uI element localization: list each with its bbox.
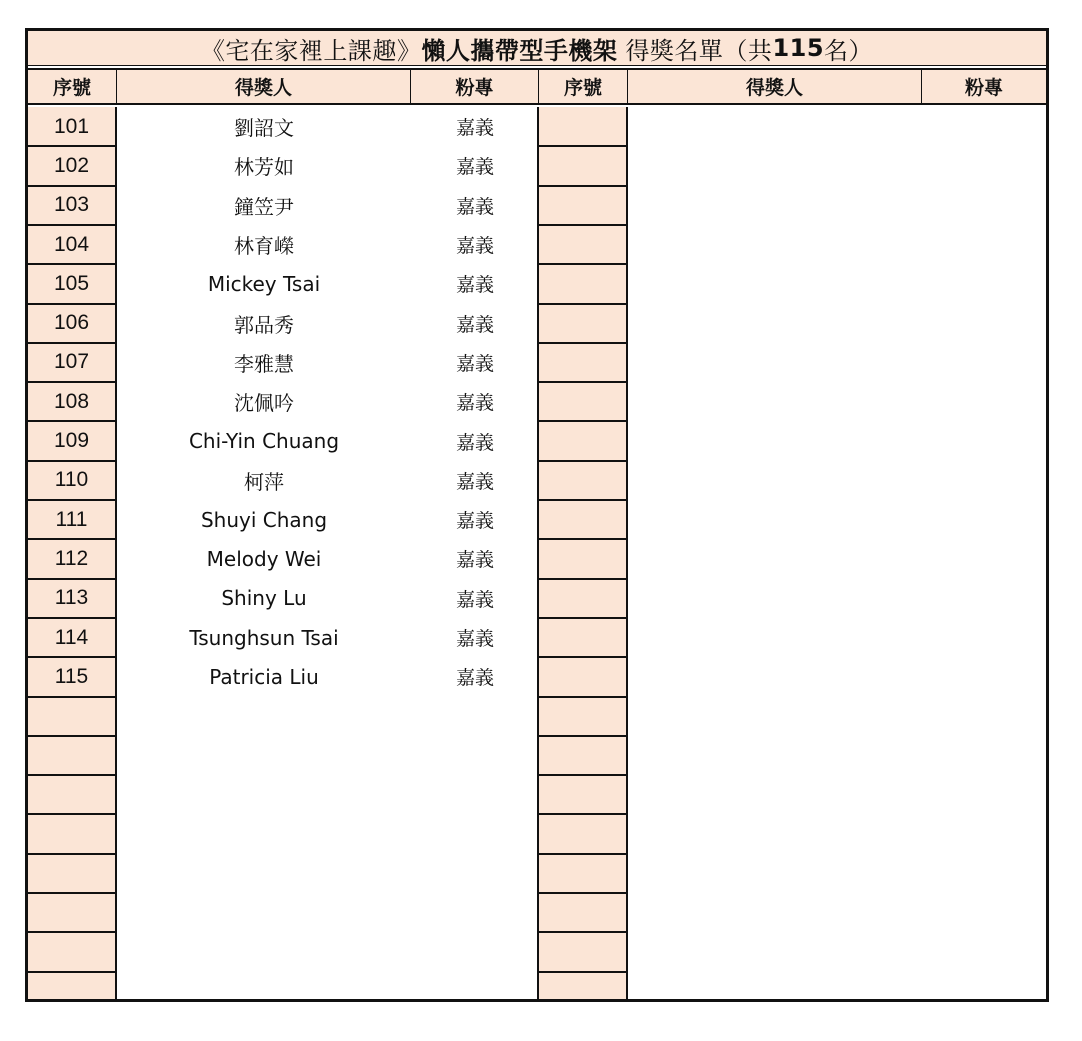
left-row-divider	[28, 892, 115, 894]
left-row-divider	[28, 774, 115, 776]
winner-number: 104	[53, 232, 90, 256]
winner-name: 李雅慧	[234, 351, 294, 376]
right-row-divider	[539, 696, 626, 698]
winner-number: 112	[54, 546, 89, 570]
winner-name: 劉詔文	[234, 116, 294, 141]
winner-number: 109	[53, 429, 90, 453]
winner-list-sheet	[25, 28, 1049, 1002]
winner-name: 林芳如	[234, 155, 294, 180]
right-row-divider	[539, 617, 626, 619]
winner-fanpage: 嘉義	[455, 470, 494, 493]
winner-number: 111	[55, 507, 88, 531]
winner-name: 郭品秀	[234, 312, 294, 337]
winner-number: 103	[53, 193, 90, 217]
title-prefix: 《宅在家裡上課趣》	[200, 36, 422, 65]
title-product: 懶人攜帶型手機架	[421, 36, 618, 65]
winner-fanpage: 嘉義	[455, 117, 494, 140]
winner-fanpage: 嘉義	[455, 235, 494, 258]
right-fanpage-column	[922, 107, 1046, 999]
winner-fanpage: 嘉義	[455, 628, 494, 651]
right-row-divider	[539, 381, 626, 383]
left-number-column	[28, 107, 117, 999]
winner-name: Melody Wei	[206, 546, 322, 571]
right-row-divider	[539, 813, 626, 815]
winner-number: 106	[53, 311, 90, 335]
header-right-fanpage: 粉專	[964, 77, 1003, 99]
left-row-divider	[28, 813, 115, 815]
header-right-number: 序號	[539, 70, 628, 103]
right-row-divider	[539, 971, 626, 973]
right-row-divider	[539, 735, 626, 737]
right-row-divider	[539, 656, 626, 658]
winner-fanpage: 嘉義	[455, 195, 494, 218]
winner-number: 114	[54, 625, 89, 649]
winner-name: Shuyi Chang	[200, 507, 328, 532]
winner-name: Chi-Yin Chuang	[188, 429, 340, 454]
right-row-divider	[539, 420, 626, 422]
winner-name: 林育嶸	[234, 234, 294, 259]
right-row-divider	[539, 460, 626, 462]
header-right-winner: 得獎人	[628, 70, 922, 103]
left-fanpage-column	[411, 107, 539, 999]
winner-fanpage: 嘉義	[455, 313, 494, 336]
winner-fanpage: 嘉義	[455, 352, 494, 375]
right-row-divider	[539, 263, 626, 265]
winner-fanpage: 嘉義	[455, 156, 494, 179]
winner-fanpage: 嘉義	[455, 667, 494, 690]
header-left-number: 序號	[28, 70, 117, 103]
right-row-divider	[539, 499, 626, 501]
left-row-divider	[28, 931, 115, 933]
left-row-divider	[28, 853, 115, 855]
winner-fanpage: 嘉義	[455, 588, 494, 611]
winner-number: 115	[54, 664, 89, 688]
winner-number: 105	[53, 271, 90, 295]
winner-fanpage: 嘉義	[455, 274, 494, 297]
right-row-divider	[539, 303, 626, 305]
left-row-divider	[28, 735, 115, 737]
winner-name: Patricia Liu	[209, 664, 319, 689]
table-body	[28, 107, 1046, 999]
title-list: 得獎名單（共	[625, 36, 773, 65]
right-row-divider	[539, 578, 626, 580]
column-header-row	[28, 68, 1046, 105]
winner-number: 113	[54, 586, 89, 610]
winner-number: 110	[54, 468, 89, 492]
right-row-divider	[539, 538, 626, 540]
left-winner-column	[117, 107, 411, 999]
winner-name: 柯萍	[244, 469, 284, 494]
winner-fanpage: 嘉義	[455, 392, 494, 415]
winner-name: Mickey Tsai	[207, 271, 321, 296]
winner-number: 108	[53, 389, 90, 413]
right-row-divider	[539, 853, 626, 855]
title-count: 115	[772, 34, 825, 62]
winner-name: Shiny Lu	[221, 586, 307, 611]
right-row-divider	[539, 931, 626, 933]
title-suffix: 名）	[824, 36, 874, 65]
winner-number: 107	[53, 350, 90, 374]
winner-number: 101	[53, 114, 90, 138]
right-row-divider	[539, 774, 626, 776]
winner-fanpage: 嘉義	[455, 431, 494, 454]
left-row-divider	[28, 971, 115, 973]
right-winner-column	[628, 107, 922, 999]
winner-fanpage: 嘉義	[455, 510, 494, 533]
document-title	[28, 31, 1046, 66]
right-row-divider	[539, 185, 626, 187]
right-row-divider	[539, 892, 626, 894]
right-row-divider	[539, 224, 626, 226]
right-row-divider	[539, 145, 626, 147]
winner-name: 鐘笠尹	[234, 194, 294, 219]
winner-number: 102	[53, 153, 90, 177]
header-left-winner: 得獎人	[117, 70, 411, 103]
header-left-fanpage: 粉專	[411, 70, 539, 103]
winner-name: 沈佩吟	[234, 391, 294, 416]
right-row-divider	[539, 342, 626, 344]
winner-fanpage: 嘉義	[455, 549, 494, 572]
winner-name: Tsunghsun Tsai	[189, 625, 339, 650]
right-number-column	[537, 107, 628, 999]
